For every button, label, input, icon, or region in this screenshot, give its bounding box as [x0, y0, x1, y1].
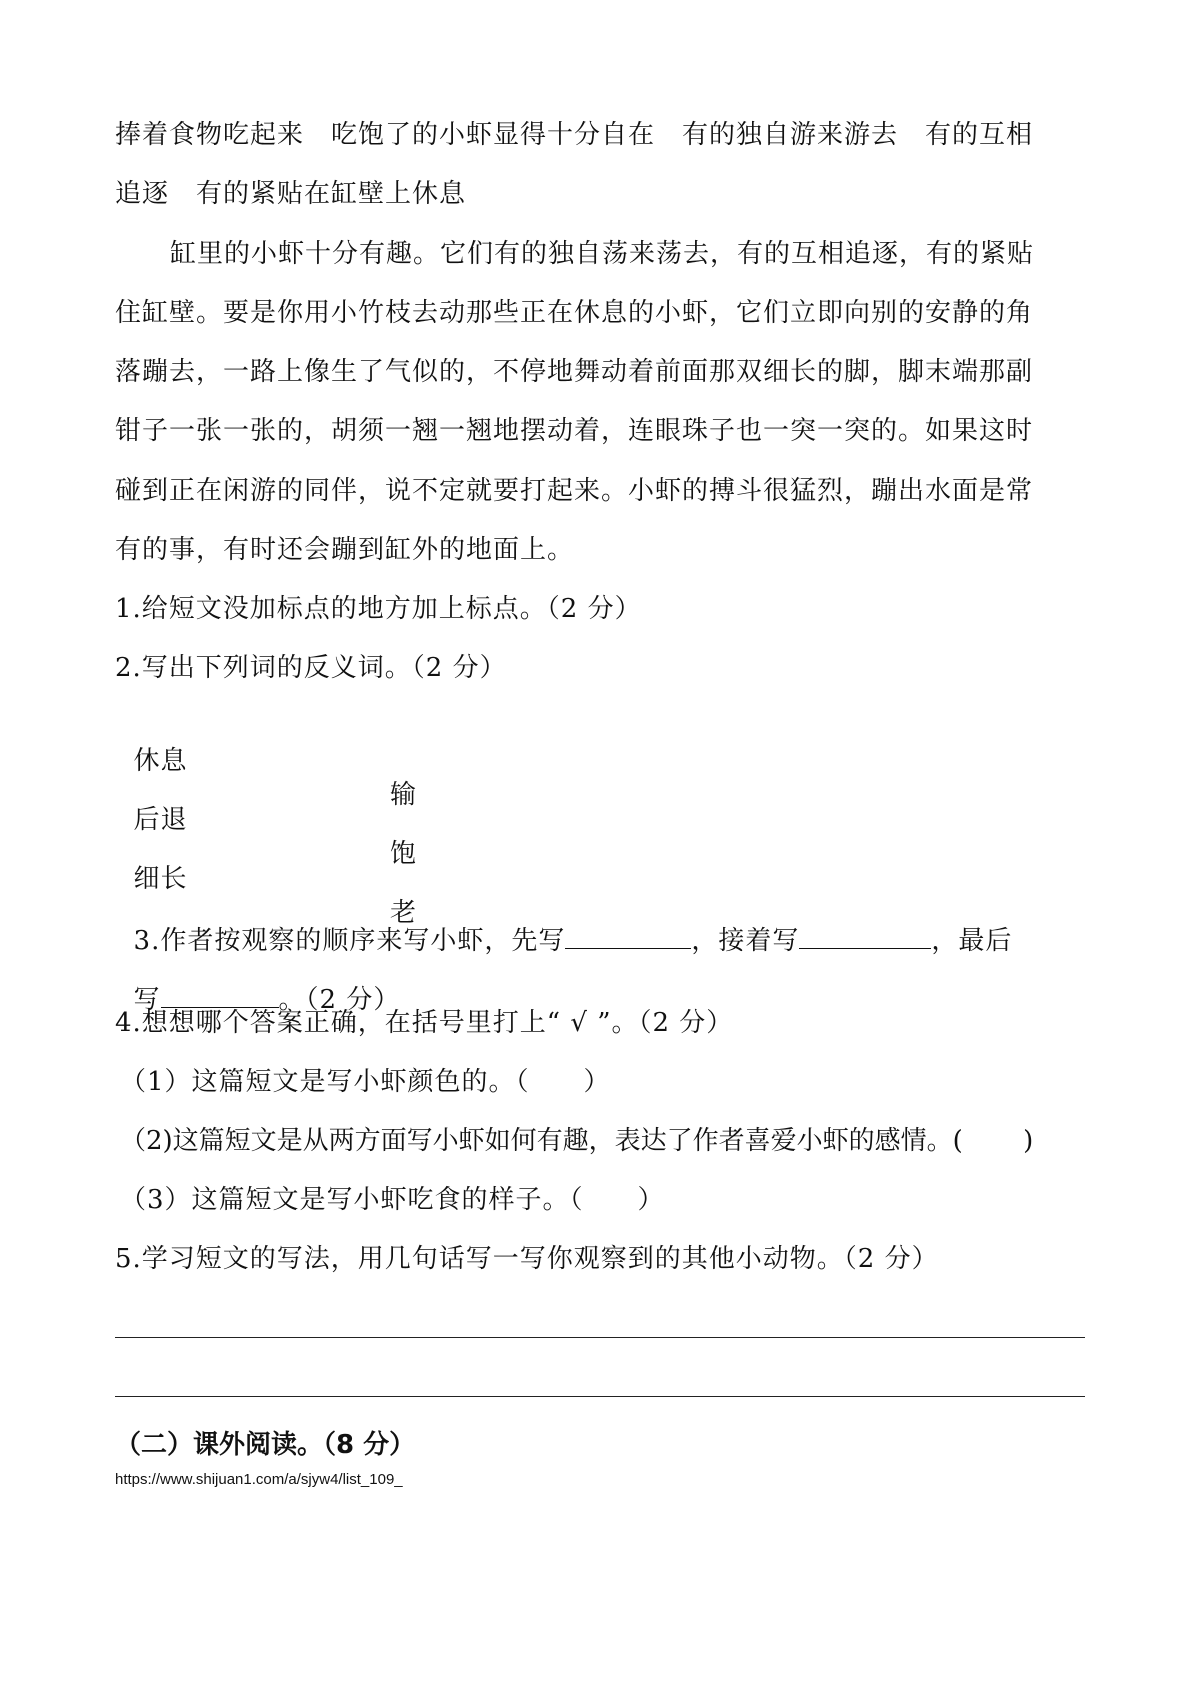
antonym-word: 后退: [133, 805, 188, 835]
antonym-word: 休息: [133, 746, 188, 776]
paragraph-line: 住缸壁。要是你用小竹枝去动那些正在休息的小虾，它们立即向别的安静的角: [115, 298, 1034, 328]
answer-line[interactable]: [115, 1337, 1085, 1338]
passage-line: 捧着食物吃起来 吃饱了的小虾显得十分自在 有的独自游来游去 有的互相: [115, 120, 1034, 150]
question-3-text: ，接着写: [691, 926, 800, 956]
antonym-word: 细长: [133, 864, 188, 894]
passage-line: 追逐 有的紧贴在缸壁上休息: [115, 179, 467, 209]
antonym-answer-word: 老: [390, 898, 418, 928]
section-heading: （二）课外阅读。（8 分）: [115, 1430, 416, 1460]
question-4: 4.想想哪个答案正确，在括号里打上“ √ ”。（2 分）: [115, 1008, 734, 1038]
paragraph-line: 缸里的小虾十分有趣。它们有的独自荡来荡去，有的互相追逐，有的紧贴: [170, 239, 1035, 269]
option-3[interactable]: （3）这篇短文是写小虾吃食的样子。（ ）: [120, 1185, 665, 1215]
question-3-text: 写: [133, 985, 161, 1015]
option-1[interactable]: （1）这篇短文是写小虾颜色的。（ ）: [120, 1067, 611, 1097]
question-2: 2.写出下列词的反义词。（2 分）: [115, 653, 507, 683]
footer-url[interactable]: https://www.shijuan1.com/a/sjyw4/list_109_: [115, 1471, 403, 1488]
question-3-text: ，最后: [931, 926, 1013, 956]
question-3-text: 。（2 分）: [278, 985, 401, 1015]
paragraph-line: 碰到正在闲游的同伴，说不定就要打起来。小虾的搏斗很猛烈，蹦出水面是常: [115, 476, 1034, 506]
option-2[interactable]: （2)这篇短文是从两方面写小虾如何有趣，表达了作者喜爱小虾的感情。( ): [120, 1126, 1034, 1156]
answer-blank[interactable]: [799, 922, 931, 949]
question-3-text: 3.作者按观察的顺序来写小虾，先写: [133, 926, 566, 956]
antonym-answer-word: 饱: [390, 839, 418, 869]
paragraph-line: 钳子一张一张的，胡须一翘一翘地摆动着，连眼珠子也一突一突的。如果这时: [115, 416, 1034, 446]
answer-blank[interactable]: [565, 922, 691, 949]
paragraph-line: 有的事，有时还会蹦到缸外的地面上。: [115, 535, 575, 565]
question-1: 1.给短文没加标点的地方加上标点。（2 分）: [115, 594, 642, 624]
question-5: 5.学习短文的写法，用几句话写一写你观察到的其他小动物。（2 分）: [115, 1244, 939, 1274]
paragraph-line: 落蹦去，一路上像生了气似的，不停地舞动着前面那双细长的脚，脚末端那副: [115, 357, 1034, 387]
answer-blank[interactable]: [161, 981, 279, 1008]
answer-line[interactable]: [115, 1396, 1085, 1397]
antonym-answer-word: 输: [390, 780, 418, 810]
